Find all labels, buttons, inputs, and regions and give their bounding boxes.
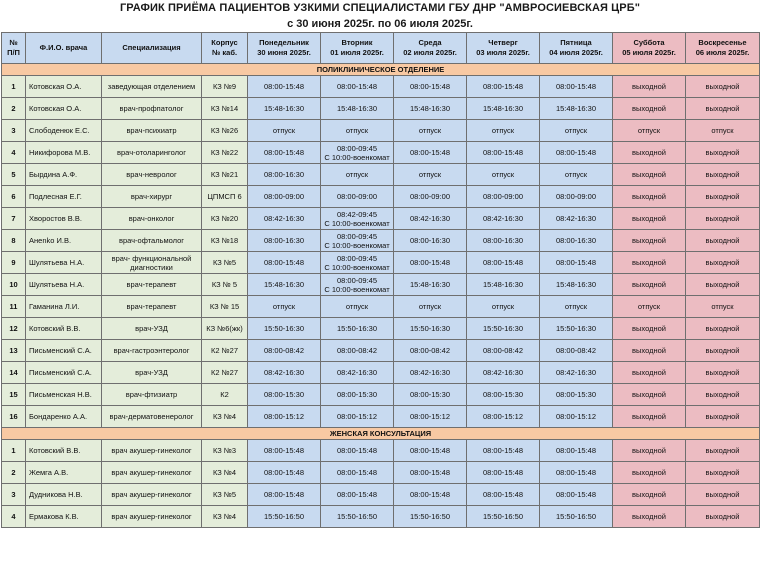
day-cell: 15:50-16:30: [540, 318, 613, 340]
table-row: [2, 484, 760, 506]
day-cell: 08:00-08:42: [394, 340, 467, 362]
day-cell: 08:00-15:48: [540, 142, 613, 164]
specialization: врач-терапевт: [102, 274, 202, 296]
day-cell: 08:42-16:30: [248, 362, 321, 384]
row-number: 4: [2, 506, 26, 528]
day-cell: выходной: [686, 164, 760, 186]
day-cell: выходной: [686, 98, 760, 120]
table-row: [2, 506, 760, 528]
day-cell: 08:00-09:45 С 10:00-военкомат: [321, 252, 394, 274]
specialization: врач акушер-гинеколог: [102, 484, 202, 506]
doctor-name: Письменский С.А.: [26, 362, 102, 384]
day-cell: выходной: [686, 362, 760, 384]
section-row: [2, 64, 760, 76]
specialization: врач-офтальмолог: [102, 230, 202, 252]
specialization: врач-онколог: [102, 208, 202, 230]
day-cell: выходной: [613, 142, 686, 164]
day-cell: 15:50-16:30: [248, 318, 321, 340]
day-cell: выходной: [686, 142, 760, 164]
day-cell: 08:42-16:30: [394, 362, 467, 384]
header-name: Ф.И.О. врача: [26, 33, 102, 64]
day-cell: 08:00-15:30: [540, 384, 613, 406]
table-row: [2, 296, 760, 318]
doctor-name: Жемга А.В.: [26, 462, 102, 484]
day-cell: выходной: [613, 274, 686, 296]
day-cell: выходной: [613, 362, 686, 384]
day-cell: отпуск: [686, 120, 760, 142]
day-cell: 15:48-16:30: [248, 274, 321, 296]
day-cell: 08:00-15:30: [321, 384, 394, 406]
day-cell: выходной: [613, 406, 686, 428]
day-cell: 08:00-15:48: [394, 76, 467, 98]
row-number: 2: [2, 98, 26, 120]
day-cell: отпуск: [394, 296, 467, 318]
cabinet: КЗ № 5: [202, 274, 248, 296]
day-cell: 08:42-16:30: [394, 208, 467, 230]
cabinet: КЗ №14: [202, 98, 248, 120]
row-number: 8: [2, 230, 26, 252]
day-cell: отпуск: [613, 120, 686, 142]
day-cell: 15:50-16:50: [394, 506, 467, 528]
doctor-name: Ермакова К.В.: [26, 506, 102, 528]
doctor-name: Шулятьева Н.А.: [26, 274, 102, 296]
day-cell: 08:00-15:48: [540, 440, 613, 462]
cabinet: КЗ №26: [202, 120, 248, 142]
header-row: [2, 33, 760, 64]
day-cell: выходной: [686, 406, 760, 428]
day-cell: 15:48-16:30: [394, 98, 467, 120]
day-cell: отпуск: [467, 164, 540, 186]
day-cell: 08:42-09:45 С 10:00-военкомат: [321, 208, 394, 230]
day-cell: 08:00-09:00: [467, 186, 540, 208]
day-cell: 08:00-15:48: [248, 142, 321, 164]
day-cell: 15:48-16:30: [540, 274, 613, 296]
day-cell: 15:48-16:30: [467, 98, 540, 120]
specialization: врач акушер-гинеколог: [102, 506, 202, 528]
schedule-body: [2, 64, 760, 528]
schedule-table: [1, 32, 760, 528]
day-cell: отпуск: [248, 296, 321, 318]
day-cell: 08:00-15:48: [467, 252, 540, 274]
day-cell: выходной: [686, 440, 760, 462]
table-row: [2, 318, 760, 340]
day-cell: 08:00-16:30: [248, 230, 321, 252]
day-cell: отпуск: [613, 296, 686, 318]
cabinet: КЗ №5: [202, 252, 248, 274]
day-cell: отпуск: [321, 296, 394, 318]
day-cell: 08:00-08:42: [321, 340, 394, 362]
day-cell: 08:00-15:48: [467, 76, 540, 98]
day-cell: выходной: [613, 384, 686, 406]
row-number: 1: [2, 76, 26, 98]
page-title: ГРАФИК ПРИЁМА ПАЦИЕНТОВ УЗКИМИ СПЕЦИАЛИСТАМИ ГБУ ДНР "АМВРОСИЕВСКАЯ ЦРБ": [119, 2, 641, 14]
day-cell: 15:50-16:50: [467, 506, 540, 528]
table-row: [2, 98, 760, 120]
day-cell: выходной: [686, 506, 760, 528]
day-cell: 08:00-15:48: [321, 484, 394, 506]
specialization: врач-хирург: [102, 186, 202, 208]
cabinet: К2 №27: [202, 362, 248, 384]
header-cab: Корпус № каб.: [202, 33, 248, 64]
doctor-name: Хворостов В.В.: [26, 208, 102, 230]
day-cell: 08:00-09:00: [540, 186, 613, 208]
doctor-name: Бондаренко А.А.: [26, 406, 102, 428]
day-cell: 08:00-09:45 С 10:00-военкомат: [321, 142, 394, 164]
header-day-thu: Четверг 03 июля 2025г.: [467, 33, 540, 64]
day-cell: отпуск: [248, 120, 321, 142]
day-cell: 08:00-15:48: [394, 252, 467, 274]
cabinet: КЗ №6(жк): [202, 318, 248, 340]
row-number: 16: [2, 406, 26, 428]
day-cell: 08:42-16:30: [540, 208, 613, 230]
day-cell: 08:00-15:48: [394, 484, 467, 506]
day-cell: 08:00-15:48: [467, 142, 540, 164]
day-cell: 08:42-16:30: [248, 208, 321, 230]
table-row: [2, 230, 760, 252]
doctor-name: Котовская О.А.: [26, 98, 102, 120]
specialization: врач-гастроэнтеролог: [102, 340, 202, 362]
day-cell: отпуск: [321, 164, 394, 186]
doctor-name: Анenko И.В.: [26, 230, 102, 252]
table-row: [2, 440, 760, 462]
day-cell: 08:00-09:00: [394, 186, 467, 208]
day-cell: 08:00-15:48: [467, 484, 540, 506]
day-cell: отпуск: [394, 120, 467, 142]
day-cell: 08:00-15:48: [248, 76, 321, 98]
day-cell: выходной: [613, 318, 686, 340]
day-cell: 15:48-16:30: [321, 98, 394, 120]
row-number: 1: [2, 440, 26, 462]
table-row: [2, 186, 760, 208]
day-cell: выходной: [613, 506, 686, 528]
doctor-name: Слободенюк Е.С.: [26, 120, 102, 142]
doctor-name: Письменская Н.В.: [26, 384, 102, 406]
day-cell: выходной: [613, 252, 686, 274]
day-cell: выходной: [613, 98, 686, 120]
day-cell: выходной: [613, 208, 686, 230]
specialization: врач акушер-гинеколог: [102, 440, 202, 462]
day-cell: 08:00-08:42: [248, 340, 321, 362]
row-number: 15: [2, 384, 26, 406]
day-cell: 08:00-16:30: [467, 230, 540, 252]
day-cell: 08:00-15:30: [248, 384, 321, 406]
table-row: [2, 208, 760, 230]
table-row: [2, 164, 760, 186]
day-cell: выходной: [613, 484, 686, 506]
specialization: врач-дерматовенеролог: [102, 406, 202, 428]
day-cell: 08:00-15:48: [321, 76, 394, 98]
day-cell: 15:48-16:30: [540, 98, 613, 120]
day-cell: 08:42-16:30: [467, 362, 540, 384]
table-row: [2, 406, 760, 428]
day-cell: выходной: [686, 230, 760, 252]
cabinet: КЗ №18: [202, 230, 248, 252]
table-row: [2, 340, 760, 362]
row-number: 13: [2, 340, 26, 362]
specialization: врач-профпатолог: [102, 98, 202, 120]
specialization: врач-УЗД: [102, 318, 202, 340]
table-row: [2, 120, 760, 142]
table-row: [2, 252, 760, 274]
cabinet: КЗ № 15: [202, 296, 248, 318]
day-cell: выходной: [686, 340, 760, 362]
page-subtitle: с 30 июня 2025г. по 06 июля 2025г.: [287, 18, 473, 30]
day-cell: 08:00-08:42: [467, 340, 540, 362]
table-row: [2, 384, 760, 406]
day-cell: 15:48-16:30: [467, 274, 540, 296]
day-cell: 08:00-08:42: [540, 340, 613, 362]
row-number: 10: [2, 274, 26, 296]
day-cell: 15:50-16:50: [248, 506, 321, 528]
doctor-name: Никифорова М.В.: [26, 142, 102, 164]
day-cell: выходной: [613, 230, 686, 252]
specialization: врач акушер-гинеколог: [102, 462, 202, 484]
doctor-name: Бырдина А.Ф.: [26, 164, 102, 186]
table-row: [2, 462, 760, 484]
day-cell: 08:00-15:48: [540, 252, 613, 274]
cabinet: К2: [202, 384, 248, 406]
doctor-name: Письменский С.А.: [26, 340, 102, 362]
specialization: врач-психиатр: [102, 120, 202, 142]
header-day-sun: Воскресенье 06 июля 2025г.: [686, 33, 760, 64]
day-cell: выходной: [686, 252, 760, 274]
cabinet: К2 №27: [202, 340, 248, 362]
day-cell: 08:00-15:48: [540, 484, 613, 506]
day-cell: 08:00-16:30: [540, 230, 613, 252]
specialization: заведующая отделением: [102, 76, 202, 98]
cabinet: КЗ №4: [202, 462, 248, 484]
day-cell: 08:00-15:12: [394, 406, 467, 428]
day-cell: 08:00-15:48: [540, 76, 613, 98]
day-cell: 08:00-15:48: [321, 440, 394, 462]
cabinet: КЗ №21: [202, 164, 248, 186]
day-cell: 15:48-16:30: [248, 98, 321, 120]
day-cell: 08:00-15:48: [248, 440, 321, 462]
day-cell: 08:00-15:30: [394, 384, 467, 406]
day-cell: 08:00-09:00: [248, 186, 321, 208]
day-cell: 08:00-15:48: [540, 462, 613, 484]
table-row: [2, 362, 760, 384]
header-num: № П/П: [2, 33, 26, 64]
day-cell: 15:50-16:30: [467, 318, 540, 340]
table-row: [2, 76, 760, 98]
header-spec: Специализация: [102, 33, 202, 64]
row-number: 2: [2, 462, 26, 484]
day-cell: 08:00-15:48: [467, 462, 540, 484]
day-cell: 08:00-15:48: [467, 440, 540, 462]
doctor-name: Дудникова Н.В.: [26, 484, 102, 506]
header-day-mon: Понедельник 30 июня 2025г.: [248, 33, 321, 64]
row-number: 12: [2, 318, 26, 340]
day-cell: выходной: [613, 340, 686, 362]
day-cell: 15:50-16:50: [321, 506, 394, 528]
row-number: 7: [2, 208, 26, 230]
section-title: ЖЕНСКАЯ КОНСУЛЬТАЦИЯ: [2, 428, 760, 440]
day-cell: выходной: [686, 208, 760, 230]
header-day-tue: Вторник 01 июля 2025г.: [321, 33, 394, 64]
day-cell: отпуск: [394, 164, 467, 186]
day-cell: отпуск: [540, 120, 613, 142]
day-cell: выходной: [686, 318, 760, 340]
doctor-name: Котовская О.А.: [26, 76, 102, 98]
specialization: врач-отоларинголог: [102, 142, 202, 164]
day-cell: 08:00-09:45 С 10:00-военкомат: [321, 274, 394, 296]
day-cell: отпуск: [467, 296, 540, 318]
header-day-sat: Суббота 05 июля 2025г.: [613, 33, 686, 64]
day-cell: выходной: [613, 164, 686, 186]
day-cell: 08:00-15:12: [467, 406, 540, 428]
specialization: врач-фтизиатр: [102, 384, 202, 406]
day-cell: 08:00-15:12: [321, 406, 394, 428]
day-cell: отпуск: [686, 296, 760, 318]
row-number: 11: [2, 296, 26, 318]
cabinet: КЗ №3: [202, 440, 248, 462]
cabinet: КЗ №20: [202, 208, 248, 230]
day-cell: 08:42-16:30: [321, 362, 394, 384]
day-cell: 08:00-15:48: [248, 252, 321, 274]
day-cell: 08:00-15:48: [394, 142, 467, 164]
cabinet: КЗ №22: [202, 142, 248, 164]
doctor-name: Гаманина Л.И.: [26, 296, 102, 318]
doctor-name: Котовский В.В.: [26, 440, 102, 462]
row-number: 9: [2, 252, 26, 274]
table-row: [2, 274, 760, 296]
doctor-name: Подлесная Е.Г.: [26, 186, 102, 208]
day-cell: 08:00-15:48: [394, 462, 467, 484]
day-cell: 08:42-16:30: [467, 208, 540, 230]
day-cell: выходной: [686, 274, 760, 296]
row-number: 3: [2, 484, 26, 506]
day-cell: отпуск: [321, 120, 394, 142]
cabinet: КЗ №4: [202, 406, 248, 428]
day-cell: 08:00-16:30: [394, 230, 467, 252]
day-cell: выходной: [613, 440, 686, 462]
section-title: ПОЛИКЛИНИЧЕСКОЕ ОТДЕЛЕНИЕ: [2, 64, 760, 76]
day-cell: выходной: [686, 462, 760, 484]
day-cell: 15:50-16:30: [321, 318, 394, 340]
day-cell: отпуск: [467, 120, 540, 142]
day-cell: выходной: [613, 76, 686, 98]
specialization: врач-терапевт: [102, 296, 202, 318]
day-cell: 08:00-15:48: [394, 440, 467, 462]
table-row: [2, 142, 760, 164]
header-day-fri: Пятница 04 июля 2025г.: [540, 33, 613, 64]
day-cell: выходной: [686, 186, 760, 208]
day-cell: 08:00-15:48: [321, 462, 394, 484]
cabinet: КЗ №5: [202, 484, 248, 506]
row-number: 6: [2, 186, 26, 208]
day-cell: 08:42-16:30: [540, 362, 613, 384]
cabinet: КЗ №9: [202, 76, 248, 98]
day-cell: отпуск: [540, 164, 613, 186]
specialization: врач-невролог: [102, 164, 202, 186]
row-number: 4: [2, 142, 26, 164]
day-cell: отпуск: [540, 296, 613, 318]
day-cell: 08:00-15:48: [248, 462, 321, 484]
day-cell: 08:00-15:48: [248, 484, 321, 506]
day-cell: 08:00-15:30: [467, 384, 540, 406]
section-row: [2, 428, 760, 440]
day-cell: 15:48-16:30: [394, 274, 467, 296]
doctor-name: Шулятьева Н.А.: [26, 252, 102, 274]
day-cell: выходной: [613, 186, 686, 208]
day-cell: 08:00-15:12: [248, 406, 321, 428]
day-cell: 08:00-16:30: [248, 164, 321, 186]
day-cell: 08:00-09:00: [321, 186, 394, 208]
day-cell: 15:50-16:50: [540, 506, 613, 528]
doctor-name: Котовский В.В.: [26, 318, 102, 340]
row-number: 3: [2, 120, 26, 142]
day-cell: выходной: [686, 484, 760, 506]
day-cell: выходной: [686, 384, 760, 406]
row-number: 14: [2, 362, 26, 384]
specialization: врач- функциональной диагностики: [102, 252, 202, 274]
day-cell: 08:00-09:45 С 10:00-военкомат: [321, 230, 394, 252]
day-cell: выходной: [613, 462, 686, 484]
specialization: врач-УЗД: [102, 362, 202, 384]
cabinet: КЗ №4: [202, 506, 248, 528]
row-number: 5: [2, 164, 26, 186]
header-day-wed: Среда 02 июля 2025г.: [394, 33, 467, 64]
day-cell: выходной: [686, 76, 760, 98]
day-cell: 08:00-15:12: [540, 406, 613, 428]
day-cell: 15:50-16:30: [394, 318, 467, 340]
cabinet: ЦПМСП 6: [202, 186, 248, 208]
